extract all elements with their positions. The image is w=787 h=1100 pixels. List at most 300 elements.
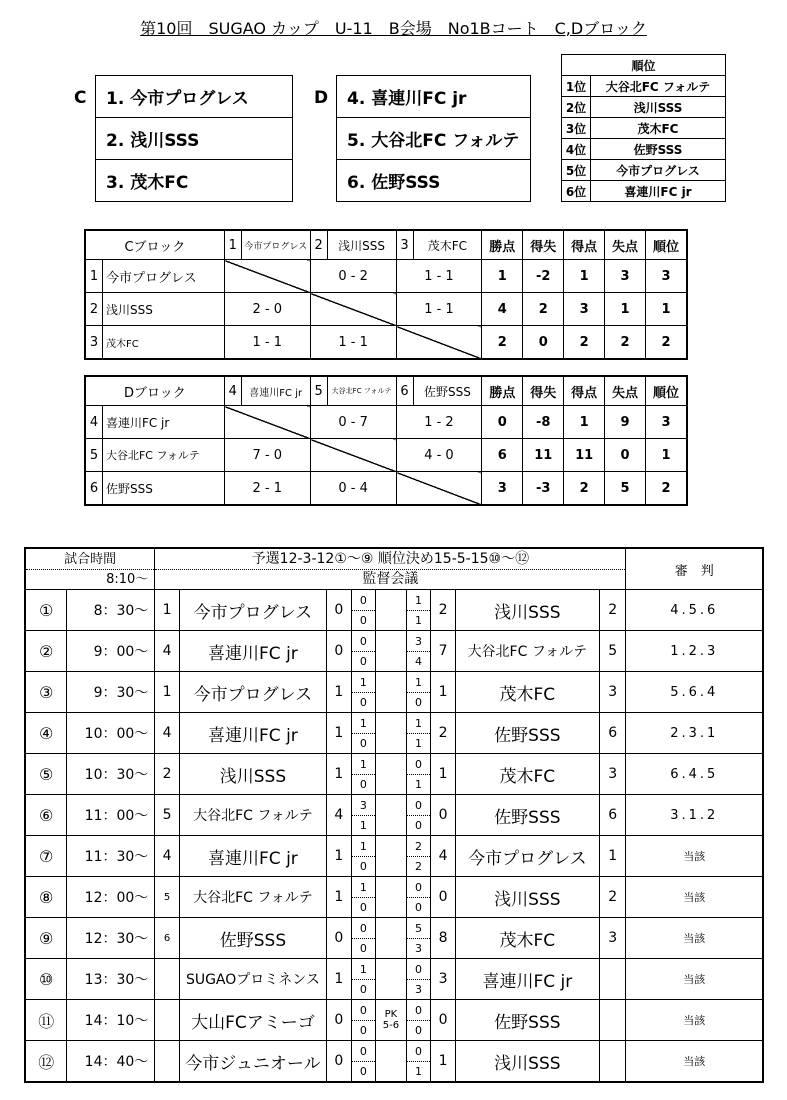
match-number: ⑥	[25, 795, 67, 836]
self-cell	[224, 406, 310, 439]
result-cell: 4 - 0	[396, 439, 482, 472]
ranking-table	[561, 54, 726, 202]
match-row	[25, 672, 763, 713]
home-team: 今市プログレス	[179, 590, 326, 631]
row-team: 茂木FC	[102, 326, 224, 360]
pk-result	[376, 877, 407, 918]
referee: 6.4.5	[626, 754, 763, 795]
block-d-team: 5. 大谷北FC フォルテ	[337, 118, 531, 160]
self-cell	[310, 293, 396, 326]
away-team-num: 2	[599, 590, 626, 631]
ranking-pos: 4位	[562, 139, 591, 160]
home-half-score: 0	[359, 777, 367, 791]
referee: 4.5.6	[626, 590, 763, 631]
away-half-score: 3	[415, 941, 422, 955]
match-row	[25, 631, 763, 672]
result-cell: 1 - 2	[396, 406, 482, 439]
home-score: 0	[327, 918, 352, 959]
stat-cell: 1	[564, 406, 605, 439]
stat-cell: 11	[523, 439, 564, 472]
pk-result: PK 5-6	[376, 1000, 407, 1041]
league-row	[85, 472, 687, 506]
away-half-score: 1	[407, 673, 431, 693]
home-score: 0	[327, 590, 352, 631]
home-half-score: 0	[352, 591, 376, 611]
away-team: 浅川SSS	[455, 877, 599, 918]
time-header: 試合時間	[26, 550, 154, 570]
home-team-num	[155, 959, 180, 1000]
home-team: 今市プログレス	[179, 672, 326, 713]
stat-cell: 1	[564, 260, 605, 293]
ranking-pos: 6位	[562, 181, 591, 202]
away-half-score: 0	[407, 755, 431, 775]
meeting-label: 監督会議	[362, 570, 419, 587]
stat-cell: -2	[523, 260, 564, 293]
home-team: 浅川SSS	[179, 754, 326, 795]
ranking-pos: 3位	[562, 118, 591, 139]
match-number: ⑩	[25, 959, 67, 1000]
match-row	[25, 959, 763, 1000]
ranking-team: 浅川SSS	[591, 97, 726, 118]
stat-cell: 3	[564, 293, 605, 326]
away-team-num: 3	[599, 672, 626, 713]
match-row	[25, 754, 763, 795]
row-num: 3	[85, 326, 102, 360]
match-row	[25, 713, 763, 754]
referee: 当該	[626, 877, 763, 918]
home-score: 1	[327, 877, 352, 918]
match-time: 8：30～	[67, 590, 155, 631]
home-team: 大谷北FC フォルテ	[179, 795, 326, 836]
away-score: 1	[431, 1041, 456, 1083]
ranking-team: 茂木FC	[591, 118, 726, 139]
ranking-team: 大谷北FC フォルテ	[591, 76, 726, 97]
home-half-score: 1	[352, 960, 376, 980]
away-half-score: 1	[407, 714, 431, 734]
away-half-score: 0	[407, 1001, 431, 1021]
result-cell: 7 - 0	[224, 439, 310, 472]
away-half-score: 0	[415, 818, 422, 832]
home-score: 0	[327, 631, 352, 672]
start-time: 8:10～	[106, 571, 149, 587]
stat-cell: 1	[482, 260, 523, 293]
col-team: 茂木FC	[413, 230, 482, 260]
away-half-score-cell	[406, 713, 431, 754]
stat-cell: 2	[564, 472, 605, 506]
stat-cell: 1	[646, 293, 687, 326]
row-num: 1	[85, 260, 102, 293]
home-half-score: 1	[352, 755, 376, 775]
home-half-score: 0	[359, 1064, 367, 1078]
result-cell: 0 - 4	[310, 472, 396, 506]
match-row	[25, 590, 763, 631]
home-team: 喜連川FC jr	[179, 713, 326, 754]
home-half-score: 0	[352, 1042, 376, 1062]
block-d-team-list	[336, 75, 531, 202]
away-team: 浅川SSS	[455, 590, 599, 631]
home-half-score-cell	[351, 836, 376, 877]
away-score: 0	[431, 877, 456, 918]
away-team-num	[599, 1041, 626, 1083]
block-d-team: 6. 佐野SSS	[347, 173, 441, 193]
home-half-score: 0	[359, 736, 367, 750]
away-team-num	[599, 1000, 626, 1041]
away-half-score: 0	[415, 695, 422, 709]
row-team: 喜連川FC jr	[102, 406, 224, 439]
match-number: ④	[25, 713, 67, 754]
row-num: 6	[85, 472, 102, 506]
stat-header: 勝点	[482, 376, 523, 406]
stat-header: 順位	[646, 376, 688, 406]
row-team: 佐野SSS	[102, 472, 224, 506]
home-half-score-cell	[351, 631, 376, 672]
ranking-header: 順位	[562, 55, 726, 76]
pk-result	[376, 959, 407, 1000]
stat-cell: -3	[523, 472, 564, 506]
home-half-score-cell	[351, 754, 376, 795]
away-half-score: 0	[407, 960, 431, 980]
stat-cell: 1	[646, 439, 688, 472]
league-row	[85, 406, 687, 439]
block-c-letter: C	[74, 88, 87, 108]
ranking-pos: 2位	[562, 97, 591, 118]
league-row	[85, 439, 687, 472]
home-score: 1	[327, 713, 352, 754]
home-team: 今市ジュニオール	[179, 1041, 326, 1083]
referee-header: 審 判	[626, 548, 763, 590]
away-score: 0	[431, 1000, 456, 1041]
home-half-score: 0	[359, 695, 367, 709]
home-team-num: 1	[155, 672, 180, 713]
away-team: 佐野SSS	[455, 795, 599, 836]
home-half-score-cell	[351, 877, 376, 918]
away-team: 今市プログレス	[455, 836, 599, 877]
away-team-num	[599, 959, 626, 1000]
league-table-d	[84, 375, 688, 506]
stat-cell: 3	[482, 472, 523, 506]
match-row	[25, 1000, 763, 1041]
home-score: 1	[327, 959, 352, 1000]
away-team-num: 6	[599, 713, 626, 754]
home-team: 大山FCアミーゴ	[179, 1000, 326, 1041]
col-num: 2	[310, 230, 327, 260]
col-team: 喜連川FC jr	[241, 376, 310, 406]
home-team-num: 1	[155, 590, 180, 631]
away-team: 大谷北FC フォルテ	[455, 631, 599, 672]
away-team: 茂木FC	[455, 672, 599, 713]
result-cell: 1 - 1	[396, 260, 482, 293]
match-time: 11：30～	[67, 836, 155, 877]
match-row	[25, 836, 763, 877]
stat-cell: 4	[482, 293, 523, 326]
home-half-score: 1	[352, 878, 376, 898]
stat-header: 得点	[564, 230, 605, 260]
home-half-score-cell	[351, 1041, 376, 1083]
match-number: ⑫	[25, 1041, 67, 1083]
pk-result	[376, 631, 407, 672]
match-row	[25, 918, 763, 959]
home-half-score: 0	[359, 941, 367, 955]
away-team: 佐野SSS	[455, 1000, 599, 1041]
stat-header: 順位	[646, 230, 687, 260]
stat-cell: 0	[605, 439, 646, 472]
home-team: SUGAOプロミネンス	[179, 959, 326, 1000]
row-team: 今市プログレス	[102, 260, 224, 293]
referee: 2.3.1	[626, 713, 763, 754]
stat-cell: 11	[564, 439, 605, 472]
home-team: 喜連川FC jr	[179, 631, 326, 672]
away-score: 2	[431, 713, 456, 754]
col-team: 今市プログレス	[241, 230, 310, 260]
away-score: 7	[431, 631, 456, 672]
stat-cell: 0	[523, 326, 564, 360]
home-half-score: 0	[359, 1023, 367, 1037]
home-half-score: 1	[352, 714, 376, 734]
result-cell: 1 - 1	[310, 326, 396, 360]
home-half-score: 1	[352, 673, 376, 693]
stat-cell: 3	[646, 260, 687, 293]
match-time: 14：40～	[67, 1041, 155, 1083]
pk-result	[376, 672, 407, 713]
stat-cell: 2	[564, 326, 605, 360]
col-num: 3	[396, 230, 413, 260]
row-team: 浅川SSS	[102, 293, 224, 326]
home-half-score-cell	[351, 713, 376, 754]
match-time: 9：00～	[67, 631, 155, 672]
stat-cell: 2	[482, 326, 523, 360]
result-cell: 2 - 1	[224, 472, 310, 506]
home-half-score: 1	[359, 818, 367, 832]
home-half-score: 1	[352, 837, 376, 857]
away-half-score: 3	[415, 982, 422, 996]
ranking-team: 喜連川FC jr	[591, 181, 726, 202]
away-half-score: 2	[407, 837, 431, 857]
away-half-score-cell	[406, 590, 431, 631]
home-team-num: 5	[155, 877, 180, 918]
stat-header: 失点	[605, 376, 646, 406]
league-title: Dブロック	[85, 376, 224, 406]
pk-result	[376, 1041, 407, 1083]
row-num: 2	[85, 293, 102, 326]
home-half-score-cell	[351, 1000, 376, 1041]
away-score: 0	[431, 795, 456, 836]
ranking-pos: 5位	[562, 160, 591, 181]
away-score: 3	[431, 959, 456, 1000]
col-team: 大谷北FC フォルテ	[327, 376, 396, 406]
self-cell	[310, 439, 396, 472]
stat-cell: 2	[646, 472, 688, 506]
home-team: 喜連川FC jr	[179, 836, 326, 877]
block-c-team-list	[95, 75, 293, 202]
home-team-num	[155, 1000, 180, 1041]
home-half-score: 0	[352, 1001, 376, 1021]
pk-result	[376, 713, 407, 754]
home-half-score-cell	[351, 672, 376, 713]
away-team-num: 6	[599, 795, 626, 836]
match-number: ⑪	[25, 1000, 67, 1041]
match-time: 9：30～	[67, 672, 155, 713]
away-half-score: 0	[407, 796, 431, 816]
home-team-num: 5	[155, 795, 180, 836]
stat-cell: 2	[605, 326, 646, 360]
referee: 当該	[626, 918, 763, 959]
match-number: ⑤	[25, 754, 67, 795]
home-score: 4	[327, 795, 352, 836]
match-row	[25, 877, 763, 918]
away-score: 1	[431, 754, 456, 795]
stat-header: 得点	[564, 376, 605, 406]
match-row	[25, 1041, 763, 1083]
away-team-num: 2	[599, 877, 626, 918]
away-half-score: 1	[415, 613, 422, 627]
stat-header: 得失	[523, 376, 564, 406]
stat-cell: 2	[646, 326, 687, 360]
stat-header: 失点	[605, 230, 646, 260]
away-team: 喜連川FC jr	[455, 959, 599, 1000]
home-half-score-cell	[351, 590, 376, 631]
self-cell	[396, 472, 482, 506]
stat-cell: 6	[482, 439, 523, 472]
home-score: 1	[327, 754, 352, 795]
match-time: 14：10～	[67, 1000, 155, 1041]
stat-cell: 3	[646, 406, 688, 439]
league-row	[85, 326, 687, 360]
ranking-pos: 1位	[562, 76, 591, 97]
home-score: 0	[327, 1041, 352, 1083]
home-score: 1	[327, 836, 352, 877]
away-half-score-cell	[406, 672, 431, 713]
away-half-score-cell	[406, 959, 431, 1000]
match-time: 10：30～	[67, 754, 155, 795]
away-team-num: 1	[599, 836, 626, 877]
col-num: 4	[224, 376, 241, 406]
home-half-score: 0	[352, 919, 376, 939]
match-time: 12：00～	[67, 877, 155, 918]
self-cell	[224, 260, 310, 293]
away-half-score: 1	[415, 777, 422, 791]
home-half-score: 0	[359, 613, 367, 627]
referee: 3.1.2	[626, 795, 763, 836]
match-time: 13：30～	[67, 959, 155, 1000]
away-score: 1	[431, 672, 456, 713]
away-team-num: 3	[599, 754, 626, 795]
away-half-score-cell	[406, 1041, 431, 1083]
row-num: 4	[85, 406, 102, 439]
stat-cell: 0	[482, 406, 523, 439]
home-team: 大谷北FC フォルテ	[179, 877, 326, 918]
stat-header: 勝点	[482, 230, 523, 260]
away-team: 佐野SSS	[455, 713, 599, 754]
pk-result	[376, 754, 407, 795]
row-team: 大谷北FC フォルテ	[102, 439, 224, 472]
result-cell: 0 - 7	[310, 406, 396, 439]
away-half-score-cell	[406, 754, 431, 795]
away-team-num: 5	[599, 631, 626, 672]
stat-cell: 3	[605, 260, 646, 293]
stat-cell: -8	[523, 406, 564, 439]
home-half-score: 0	[359, 654, 367, 668]
result-cell: 0 - 2	[310, 260, 396, 293]
result-cell: 1 - 1	[396, 293, 482, 326]
match-time: 10：00～	[67, 713, 155, 754]
home-half-score: 0	[359, 859, 367, 873]
away-half-score: 1	[415, 736, 422, 750]
match-number: ⑦	[25, 836, 67, 877]
away-team-num: 3	[599, 918, 626, 959]
block-d-letter: D	[314, 88, 329, 108]
away-team: 茂木FC	[455, 918, 599, 959]
league-row	[85, 293, 687, 326]
stat-cell: 1	[605, 293, 646, 326]
away-team: 茂木FC	[455, 754, 599, 795]
away-half-score-cell	[406, 1000, 431, 1041]
match-time: 12：30～	[67, 918, 155, 959]
home-team-num: 2	[155, 754, 180, 795]
home-half-score: 3	[352, 796, 376, 816]
match-number: ①	[25, 590, 67, 631]
stat-header: 得失	[523, 230, 564, 260]
col-num: 6	[396, 376, 413, 406]
ranking-team: 佐野SSS	[591, 139, 726, 160]
match-time: 11：00～	[67, 795, 155, 836]
match-row	[25, 795, 763, 836]
stat-cell: 2	[523, 293, 564, 326]
col-num: 1	[224, 230, 241, 260]
stat-cell: 9	[605, 406, 646, 439]
away-team: 浅川SSS	[455, 1041, 599, 1083]
referee: 当該	[626, 959, 763, 1000]
referee: 1.2.3	[626, 631, 763, 672]
result-cell: 2 - 0	[224, 293, 310, 326]
away-half-score: 4	[415, 654, 422, 668]
col-num: 5	[310, 376, 327, 406]
home-team-num: 4	[155, 631, 180, 672]
match-number: ⑨	[25, 918, 67, 959]
home-team-num: 4	[155, 836, 180, 877]
referee: 5.6.4	[626, 672, 763, 713]
league-table-c	[84, 229, 688, 360]
home-team-num: 6	[155, 918, 180, 959]
home-score: 1	[327, 672, 352, 713]
pk-result	[376, 590, 407, 631]
away-half-score: 2	[415, 859, 422, 873]
match-number: ②	[25, 631, 67, 672]
away-score: 4	[431, 836, 456, 877]
schedule-info: 予選12-3-12①～⑨ 順位決め15-5-15⑩～⑫	[155, 550, 625, 570]
block-c-team: 1. 今市プログレス	[96, 76, 293, 118]
home-half-score: 0	[352, 632, 376, 652]
away-score: 8	[431, 918, 456, 959]
away-half-score-cell	[406, 631, 431, 672]
col-team: 浅川SSS	[327, 230, 396, 260]
away-score: 2	[431, 590, 456, 631]
home-half-score: 0	[359, 900, 367, 914]
home-half-score-cell	[351, 918, 376, 959]
away-half-score-cell	[406, 795, 431, 836]
ranking-team: 今市プログレス	[591, 160, 726, 181]
self-cell	[396, 326, 482, 360]
page-title: 第10回 SUGAO カップ U-11 B会場 No1Bコート C,Dブロック	[140, 19, 647, 38]
away-half-score-cell	[406, 918, 431, 959]
home-team-num: 4	[155, 713, 180, 754]
col-team: 佐野SSS	[413, 376, 482, 406]
away-half-score: 0	[415, 900, 422, 914]
league-row	[85, 260, 687, 293]
referee: 当該	[626, 1000, 763, 1041]
row-num: 5	[85, 439, 102, 472]
home-score: 0	[327, 1000, 352, 1041]
home-half-score: 0	[359, 982, 367, 996]
